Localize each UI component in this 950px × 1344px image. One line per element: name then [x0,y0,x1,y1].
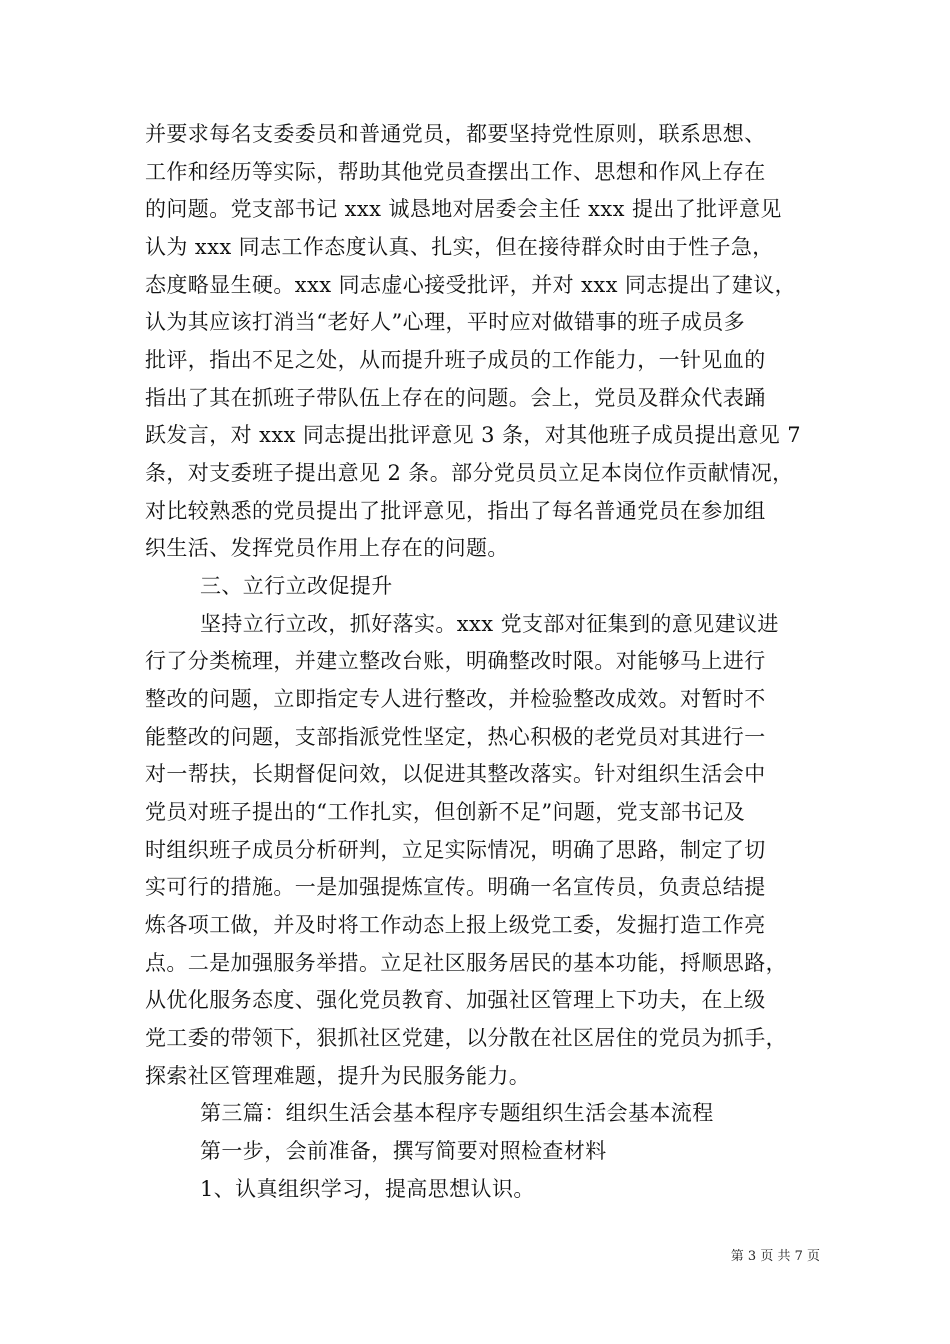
list-item: 1、认真组织学习，提高思想认识。 [200,1177,535,1201]
paragraph-line: 认为 xxx 同志工作态度认真、扎实，但在接待群众时由于性子急， [145,235,774,259]
paragraph-line: 跃发言，对 xxx 同志提出批评意见 3 条，对其他班子成员提出意见 7 [145,423,802,447]
paragraph-line: 党工委的带领下，狠抓社区党建，以分散在社区居住的党员为抓手， [145,1026,787,1050]
step-heading: 第一步，会前准备，撰写简要对照检查材料 [200,1139,607,1163]
paragraph-line: 点。二是加强服务举措。立足社区服务居民的基本功能，捋顺思路， [145,951,787,975]
paragraph-line: 认为其应该打消当“老好人”心理，平时应对做错事的班子成员多 [145,310,746,334]
paragraph-line: 工作和经历等实际，帮助其他党员查摆出工作、思想和作风上存在 [145,160,766,184]
paragraph-line: 炼各项工做，并及时将工作动态上报上级党工委，发掘打造工作亮 [145,913,766,937]
paragraph-line: 态度略显生硬。xxx 同志虚心接受批评，并对 xxx 同志提出了建议， [145,273,797,297]
paragraph-line: 条，对支委班子提出意见 2 条。部分党员员立足本岗位作贡献情况， [145,461,794,485]
paragraph-line: 从优化服务态度、强化党员教育、加强社区管理上下功夫，在上级 [145,988,766,1012]
paragraph-line: 探索社区管理难题，提升为民服务能力。 [145,1064,531,1088]
paragraph-line: 坚持立行立改，抓好落实。xxx 党支部对征集到的意见建议进 [200,612,779,636]
paragraph-line: 整改的问题，立即指定专人进行整改，并检验整改成效。对暂时不 [145,687,766,711]
paragraph-line: 织生活、发挥党员作用上存在的问题。 [145,536,509,560]
section-heading: 三、立行立改促提升 [200,574,393,598]
paragraph-line: 的问题。党支部书记 xxx 诚恳地对居委会主任 xxx 提出了批评意见 [145,197,782,221]
chapter-title: 第三篇：组织生活会基本程序专题组织生活会基本流程 [200,1101,714,1125]
paragraph-line: 党员对班子提出的“工作扎实，但创新不足”问题，党支部书记及 [145,800,746,824]
paragraph-line: 批评，指出不足之处，从而提升班子成员的工作能力，一针见血的 [145,348,766,372]
paragraph-line: 行了分类梳理，并建立整改台账，明确整改时限。对能够马上进行 [145,649,766,673]
paragraph-line: 并要求每名支委委员和普通党员，都要坚持党性原则，联系思想、 [145,122,766,146]
paragraph-line: 指出了其在抓班子带队伍上存在的问题。会上，党员及群众代表踊 [145,386,766,410]
paragraph-line: 对一帮扶，长期督促问效，以促进其整改落实。针对组织生活会中 [145,762,766,786]
paragraph-line: 实可行的措施。一是加强提炼宣传。明确一名宣传员，负责总结提 [145,875,766,899]
page-number: 第 3 页 共 7 页 [730,1249,820,1264]
paragraph-line: 对比较熟悉的党员提出了批评意见，指出了每名普通党员在参加组 [145,499,766,523]
paragraph-line: 能整改的问题，支部指派党性坚定，热心积极的老党员对其进行一 [145,725,766,749]
paragraph-line: 时组织班子成员分析研判，立足实际情况，明确了思路，制定了切 [145,838,766,862]
